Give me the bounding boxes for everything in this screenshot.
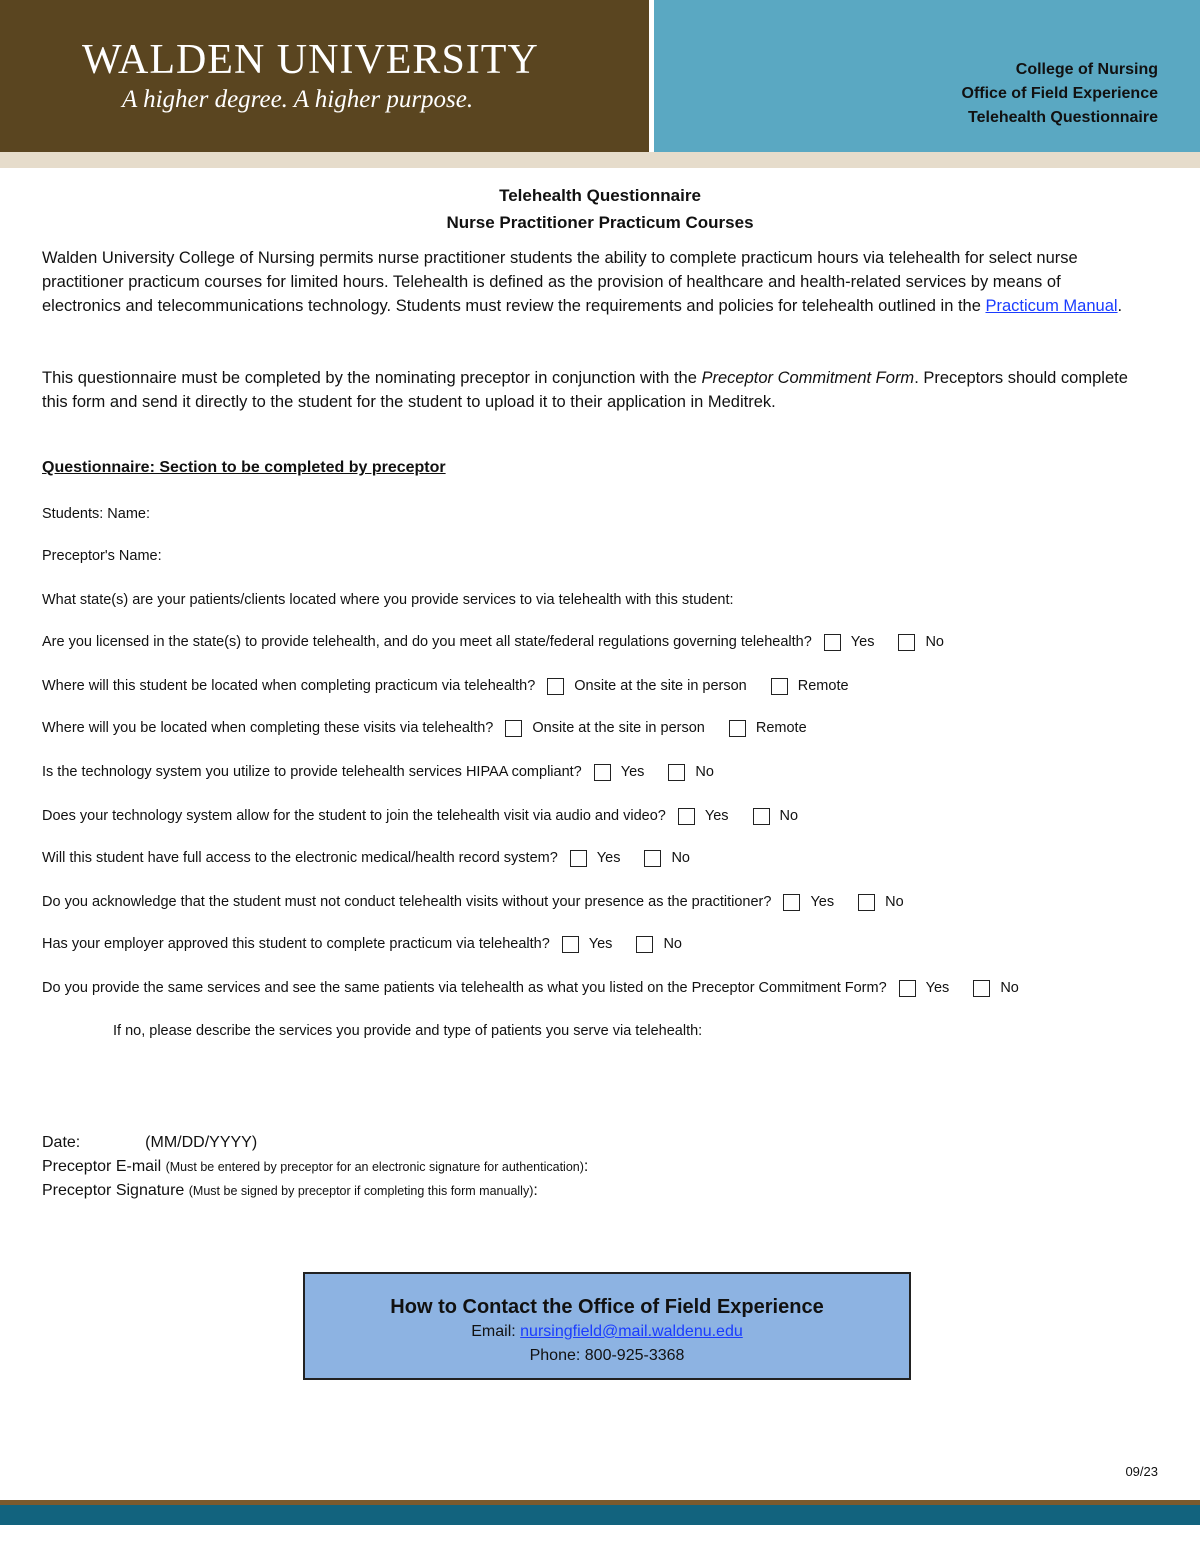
question-row [42, 631, 956, 653]
intro-paragraph-2 [42, 366, 1142, 414]
preceptor-signature-field[interactable] [42, 1182, 538, 1200]
option-label: Yes [850, 634, 875, 650]
checkbox[interactable] [973, 980, 990, 997]
header-info-office: Office of Field Experience [961, 85, 1158, 102]
intro-p1-end: . [1117, 297, 1123, 315]
checkbox[interactable] [729, 720, 746, 737]
question-text: Does your technology system allow for the student to join the telehealth visit via audio and video? [42, 808, 666, 824]
contact-box [303, 1272, 911, 1380]
practicum-manual-link[interactable]: Practicum Manual [985, 297, 1118, 315]
question-text: Will this student have full access to the electronic medical/health record system? [42, 850, 558, 866]
states-label: What state(s) are your patients/clients located where you provide services to via telehealth with this student: [42, 592, 734, 608]
preceptor-signature-label: Preceptor Signature [42, 1182, 185, 1199]
contact-email-label: Email: [471, 1323, 516, 1340]
header-info-form: Telehealth Questionnaire [968, 109, 1158, 126]
page-title-line1: Telehealth Questionnaire [499, 186, 701, 205]
contact-phone-label: Phone: [529, 1347, 581, 1364]
checkbox[interactable] [668, 764, 685, 781]
header-info-college: College of Nursing [1015, 61, 1158, 78]
header-strip [0, 152, 1200, 168]
followup-field[interactable] [113, 1020, 702, 1042]
checkbox[interactable] [753, 808, 770, 825]
question-row [42, 805, 810, 827]
checkbox[interactable] [636, 936, 653, 953]
checkbox[interactable] [562, 936, 579, 953]
university-logo-tagline: A higher degree. A higher purpose. [122, 86, 474, 113]
option-label: No [925, 634, 944, 650]
contact-email-link[interactable]: nursingfield@mail.waldenu.edu [520, 1323, 743, 1340]
followup-label: If no, please describe the services you provide and type of patients you serve via telehealth: [113, 1023, 703, 1039]
question-row [42, 933, 694, 955]
question-row [42, 675, 861, 697]
option-label: No [885, 894, 904, 910]
checkbox[interactable] [899, 980, 916, 997]
intro-p1-text: Walden University College of Nursing permits nurse practitioner students the ability to complete practicum hours via telehealth for select nurse practitioner practicum courses for limited hours. Telehealth is defined as the provision of healthcare and health-related services by means of electronics and telecommunications technology. Students must review the requirements and policies for telehealth outlined in the [42, 249, 1078, 315]
question-text: Are you licensed in the state(s) to provide telehealth, and do you meet all state/federal regulations governing telehealth? [42, 634, 812, 650]
intro-p2-form-name: Preceptor Commitment Form [701, 369, 915, 387]
page-title-line2: Nurse Practitioner Practicum Courses [446, 213, 754, 232]
preceptor-name-field[interactable] [42, 545, 162, 567]
question-row [42, 977, 1031, 999]
option-label: Yes [704, 808, 729, 824]
contact-phone-number: 800-925-3368 [584, 1347, 685, 1364]
intro-p2-end: . Preceptors should complete this form and send it directly to the student for the student to upload it to their application in Meditrek. [42, 369, 1128, 411]
checkbox[interactable] [644, 850, 661, 867]
preceptor-signature-note: (Must be signed by preceptor if completing this form manually) [188, 1184, 534, 1198]
question-text: Has your employer approved this student to complete practicum via telehealth? [42, 936, 550, 952]
contact-email-line [305, 1320, 909, 1344]
checkbox[interactable] [824, 634, 841, 651]
colon: : [533, 1182, 538, 1199]
question-row [42, 717, 819, 739]
option-label: No [779, 808, 799, 824]
question-text: Is the technology system you utilize to provide telehealth services HIPAA compliant? [42, 764, 582, 780]
question-row [42, 891, 916, 913]
question-text: Do you acknowledge that the student must not conduct telehealth visits without your presence as the practitioner? [42, 894, 772, 910]
question-text: Where will this student be located when completing practicum via telehealth? [42, 678, 536, 694]
preceptor-email-note: (Must be entered by preceptor for an electronic signature for authentication) [165, 1160, 584, 1174]
option-label: Remote [755, 720, 807, 736]
option-label: Yes [588, 936, 613, 952]
version-label: 09/23 [1125, 1464, 1158, 1479]
preceptor-email-field[interactable] [42, 1158, 588, 1176]
section-heading: Questionnaire: Section to be completed by preceptor [42, 459, 446, 476]
option-label: No [1000, 980, 1019, 996]
checkbox[interactable] [858, 894, 875, 911]
option-label: Onsite at the site in person [532, 720, 705, 736]
states-field[interactable] [42, 589, 734, 611]
checkbox[interactable] [783, 894, 800, 911]
preceptor-email-label: Preceptor E-mail [42, 1158, 162, 1175]
checkbox[interactable] [505, 720, 522, 737]
date-label: Date: [42, 1134, 81, 1151]
question-row [42, 847, 702, 869]
footer-teal-bar [0, 1505, 1200, 1525]
university-logo-name: WALDEN UNIVERSITY [82, 37, 539, 83]
checkbox[interactable] [594, 764, 611, 781]
preceptor-name-label: Preceptor's Name: [42, 548, 162, 564]
intro-p2-start: This questionnaire must be completed by the nominating preceptor in conjunction with the [42, 369, 702, 387]
date-format: (MM/DD/YYYY) [145, 1134, 258, 1151]
question-text: Do you provide the same services and see the same patients via telehealth as what you listed on the Preceptor Commitment Form? [42, 980, 887, 996]
intro-paragraph-1 [42, 246, 1142, 318]
option-label: Yes [810, 894, 835, 910]
checkbox[interactable] [898, 634, 915, 651]
option-label: Remote [797, 678, 849, 694]
checkbox[interactable] [570, 850, 587, 867]
student-name-field[interactable] [42, 503, 150, 525]
question-row [42, 761, 726, 783]
contact-phone-line [305, 1344, 909, 1368]
header-info [962, 58, 1159, 130]
option-label: Yes [596, 850, 621, 866]
option-label: Onsite at the site in person [574, 678, 747, 694]
checkbox[interactable] [678, 808, 695, 825]
student-name-label: Students: Name: [42, 506, 150, 522]
option-label: No [695, 764, 714, 780]
option-label: No [671, 850, 690, 866]
checkbox[interactable] [547, 678, 564, 695]
page-title [0, 182, 1200, 236]
option-label: Yes [620, 764, 645, 780]
checkbox[interactable] [771, 678, 788, 695]
contact-title: How to Contact the Office of Field Experience [390, 1296, 824, 1318]
date-field[interactable] [42, 1134, 257, 1152]
question-text: Where will you be located when completing these visits via telehealth? [42, 720, 494, 736]
option-label: Yes [925, 980, 950, 996]
option-label: No [663, 936, 682, 952]
colon: : [583, 1158, 589, 1175]
